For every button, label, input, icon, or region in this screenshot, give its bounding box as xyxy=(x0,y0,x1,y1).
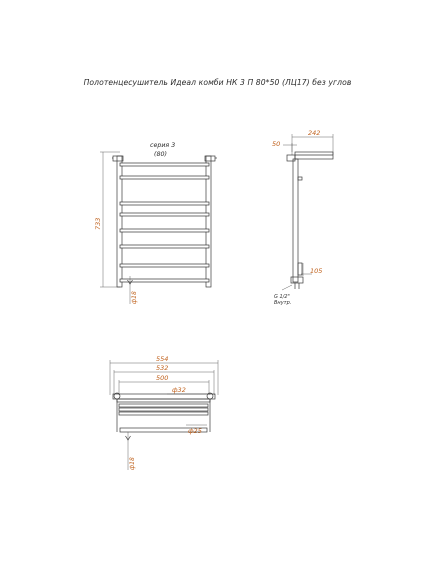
shelf-dimension: 50 xyxy=(272,140,281,148)
crossbar xyxy=(120,202,209,205)
series-sublabel: (80) xyxy=(154,151,167,158)
thread-label: G 1/2" xyxy=(274,294,290,300)
front-view xyxy=(94,142,217,304)
height-dimension: 733 xyxy=(94,217,102,230)
crossbar xyxy=(120,264,209,267)
crossbar xyxy=(120,279,209,282)
thread-sublabel: Внутр. xyxy=(274,300,292,306)
bottom-dimension: 105 xyxy=(310,267,323,275)
inner-width-dimension: 500 xyxy=(156,374,169,382)
side-view xyxy=(272,129,333,306)
pipe-32-dimension: ф32 xyxy=(172,386,186,394)
depth-dimension: 242 xyxy=(308,129,321,137)
crossbar xyxy=(120,229,209,232)
crossbar xyxy=(120,213,209,216)
crossbar xyxy=(120,163,209,166)
crossbar xyxy=(120,245,209,248)
mid-width-dimension: 532 xyxy=(156,364,169,372)
pipe-18-dimension: ф18 xyxy=(129,457,136,470)
top-view xyxy=(110,355,218,470)
series-label: серия 3 xyxy=(150,142,176,149)
shelf xyxy=(295,152,333,159)
crossbar xyxy=(120,176,209,179)
pipe-diameter-dimension: ф18 xyxy=(131,291,138,304)
pipe-25-dimension: ф25 xyxy=(188,427,202,435)
outer-width-dimension: 554 xyxy=(156,355,169,363)
product-title: Полотенцесушитель Идеал комби НК 3 П 80*50 (ЛЦ17) без углов xyxy=(83,78,352,87)
